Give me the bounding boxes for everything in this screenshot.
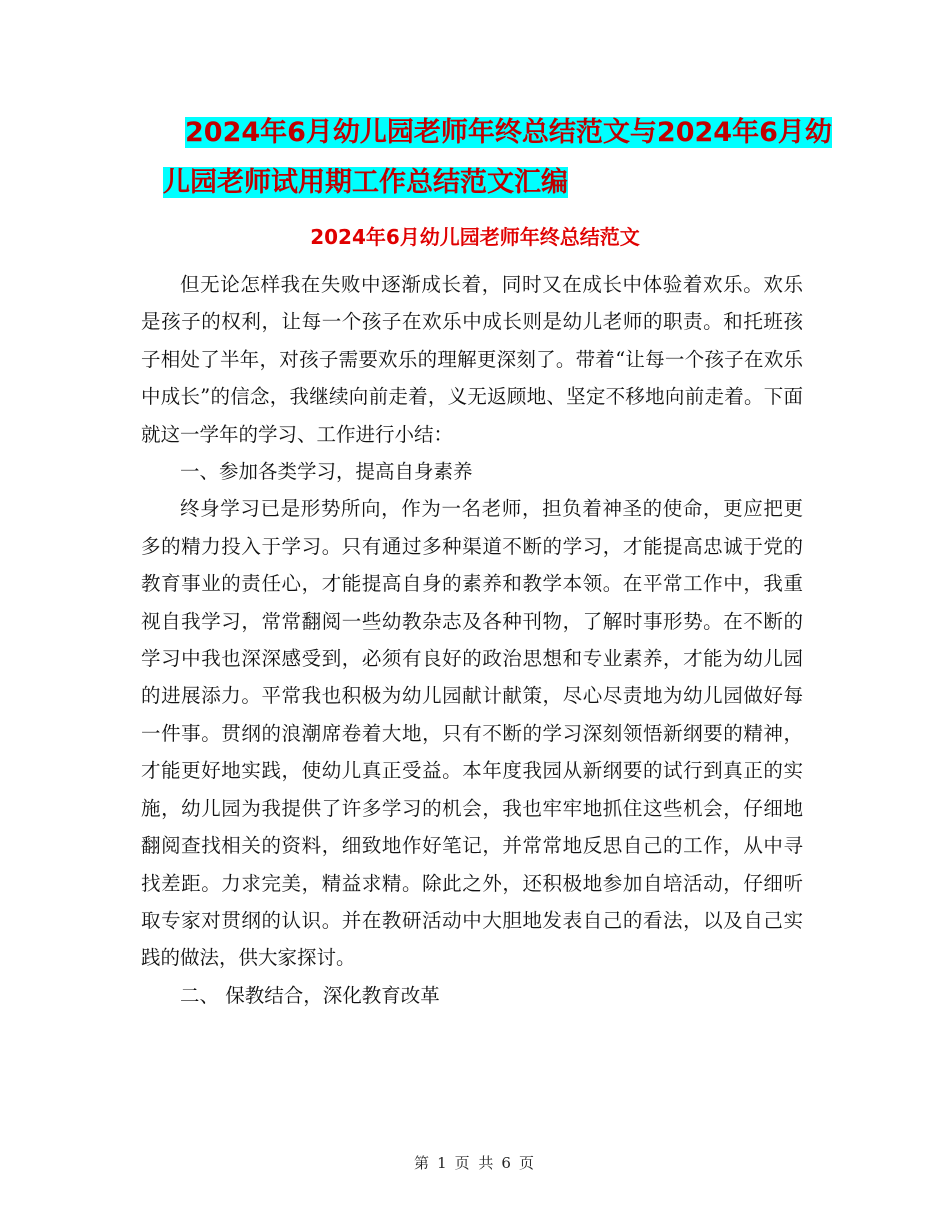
- document-body: [141, 266, 803, 1014]
- document-title: [120, 108, 832, 208]
- document-title-line-1: 2024年6月幼儿园老师年终总结范文与2024年6月幼: [185, 117, 832, 148]
- heading-section-1: 一、参加各类学习，提高自身素养: [180, 460, 473, 484]
- paragraph-intro: 但无论怎样我在失败中逐渐成长着，同时又在成长中体验着欢乐。欢乐是孩子的权利，让每一个孩子在欢乐中成长则是幼儿老师的职责。和托班孩子相处了半年，对孩子需要欢乐的理解更深刻了。带着“让每一个孩子在欢乐中成长”的信念，我继续向前走着，义无返顾地、坚定不移地向前走着。下面就这一学年的学习、工作进行小结：: [141, 273, 803, 446]
- footer-total-pages: 6: [501, 1154, 513, 1172]
- footer-prefix: 第: [414, 1154, 432, 1172]
- footer-suffix: 页: [518, 1154, 536, 1172]
- document-title-line-2: 儿园老师试用期工作总结范文汇编: [163, 167, 568, 198]
- footer-middle: 页 共: [454, 1154, 496, 1172]
- paragraph-section-1: 终身学习已是形势所向，作为一名老师，担负着神圣的使命，更应把更多的精力投入于学习。只有通过多种渠道不断的学习，才能提高忠诚于党的教育事业的责任心，才能提高自身的素养和教学本领。在平常工作中，我重视自我学习，常常翻阅一些幼教杂志及各种刊物，了解时事形势。在不断的学习中我也深深感受到，必须有良好的政治思想和专业素养，才能为幼儿园的进展添力。平常我也积极为幼儿园献计献策，尽心尽责地为幼儿园做好每一件事。贯纲的浪潮席卷着大地，只有不断的学习深刻领悟新纲要的精神，才能更好地实践，使幼儿真正受益。本年度我园从新纲要的试行到真正的实施，幼儿园为我提供了许多学习的机会，我也牢牢地抓住这些机会，仔细地翻阅查找相关的资料，细致地作好笔记，并常常地反思自己的工作，从中寻找差距。力求完美，精益求精。除此之外，还积极地参加自培活动，仔细听取专家对贯纲的认识。并在教研活动中大胆地发表自己的看法，以及自己实践的做法，供大家探讨。: [141, 497, 803, 970]
- heading-section-2: 二、 保教结合，深化教育改革: [180, 983, 440, 1007]
- page-footer: [0, 1152, 950, 1174]
- section-title: 2024年6月幼儿园老师年终总结范文: [310, 225, 640, 249]
- footer-page-number: 1: [437, 1154, 449, 1172]
